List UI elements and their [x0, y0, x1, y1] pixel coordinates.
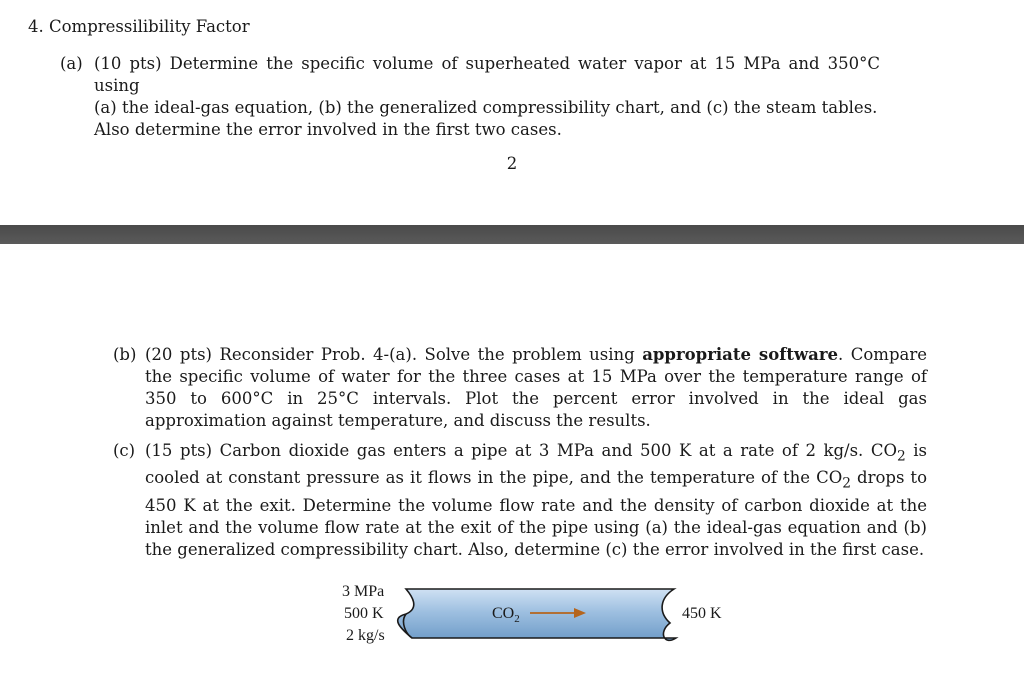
page-separator [0, 225, 1024, 244]
problem-a-line-1: (10 pts) Determine the specific volume of superheated water vapor at 15 MPa and 350°C using [94, 54, 880, 95]
problem-a-text [94, 53, 880, 141]
gas-formula: CO [492, 605, 515, 622]
problem-c-text-2: is cooled at constant pressure as it flows in the pipe, and the temperature of the CO [145, 441, 927, 488]
problem-b-text-after: . Compare the specific volume of water for the three cases at 15 MPa over the temperature range of 350 to 600°C in 25°C intervals. Plot the percent error involved in the ideal gas approximation against temperature, and discuss the results. [145, 345, 928, 430]
page-top [0, 0, 1024, 225]
page-number: 2 [506, 154, 518, 173]
section-title: 4. Compressilibility Factor [28, 17, 250, 36]
pipe-diagram [330, 576, 750, 652]
gas-subscript: 2 [514, 613, 520, 625]
problem-b-text [145, 344, 927, 432]
inlet-temperature-label: 500 K [344, 605, 384, 622]
problem-a-line-3: Also determine the error involved in the first two cases. [94, 120, 562, 139]
problem-c-text-3: drops to 450 K at the exit. Determine the volume flow rate and the density of carbon dioxide at the inlet and the volume flow rate at the exit of the pipe using (a) the ideal-gas equation and (b) the generalized compressibility chart. Also, determine (c) the error involved in the first case. [145, 468, 927, 559]
problem-c-label: (c) [113, 441, 136, 460]
problem-a-line-2: (a) the ideal-gas equation, (b) the generalized compressibility chart, and (c) the steam tables. [94, 98, 878, 117]
problem-a [60, 53, 880, 141]
inlet-pressure-label: 3 MPa [342, 583, 385, 600]
outlet-temperature-label: 450 K [682, 605, 722, 622]
problem-c-sub-1: 2 [896, 448, 906, 465]
problem-b-label: (b) [113, 345, 137, 364]
problem-c [113, 440, 927, 561]
page-bottom [0, 244, 1024, 685]
problem-b [113, 344, 927, 432]
problem-b-text-before: (20 pts) Reconsider Prob. 4-(a). Solve the problem using [145, 345, 643, 364]
problem-a-label: (a) [60, 54, 83, 73]
problem-c-text-1: (15 pts) Carbon dioxide gas enters a pipe at 3 MPa and 500 K at a rate of 2 kg/s. CO [145, 441, 897, 460]
problem-c-text [145, 440, 927, 561]
pipe-body [398, 589, 676, 640]
problem-c-sub-2: 2 [842, 475, 851, 492]
problem-b-bold: appropriate software [642, 345, 839, 364]
inlet-mass-flow-label: 2 kg/s [346, 627, 385, 644]
